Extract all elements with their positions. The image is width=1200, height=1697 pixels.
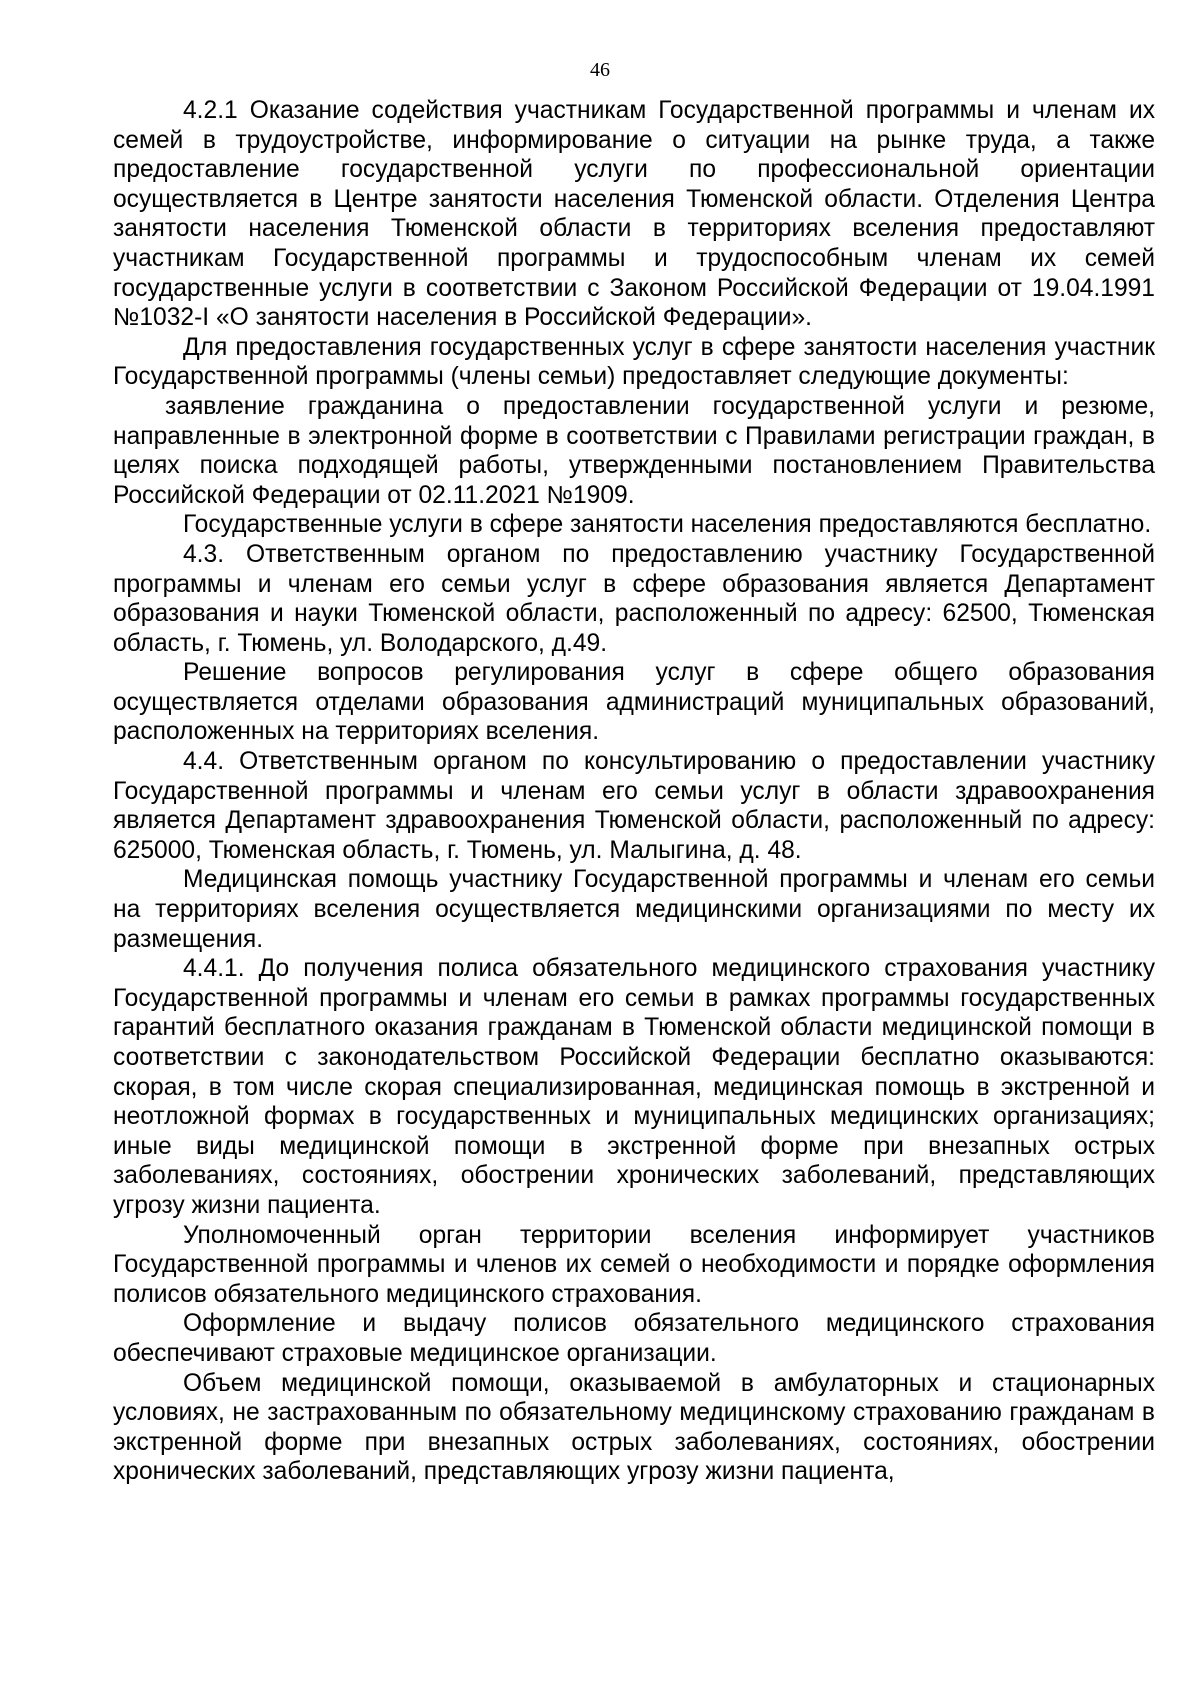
paragraph-application: заявление гражданина о предоставлении государственной услуги и резюме, направленные в электронной форме в соответствии с Правилами регистрации граждан, в целях поиска подходящей работы, утвержденными постановлением Правительства Российской Федерации от 02.11.2021 №1909. [113,392,1155,509]
paragraph-authorized-body: Уполномоченный орган территории вселения информирует участников Государственной программы и членов их семей о необходимости и порядке оформления полисов обязательного медицинского страхования. [113,1221,1155,1308]
page-number: 46 [590,59,610,81]
paragraph-4-2-1: 4.2.1 Оказание содействия участникам Государственной программы и членам их семей в трудоустройстве, информирование о ситуации на рынке труда, а также предоставление государственной услуги по профессиональной ориентации осуществляется в Центре занятости населения Тюменской области. Отделения Центра занятости населения Тюменской области в территориях вселения предоставляют участникам Государственной программы и трудоспособным членам их семей государственные услуги в соответствии с Законом Российской Федерации от 19.04.1991 №1032-I «О занятости населения в Российской Федерации». [113,97,1155,332]
document-body [113,96,1155,1487]
paragraph-medical-volume: Объем медицинской помощи, оказываемой в амбулаторных и стационарных условиях, не застрахованным по обязательному медицинскому страхованию гражданам в экстренной форме при внезапных острых заболеваниях, состояниях, обострении хронических заболеваний, представляющих угрозу жизни пациента, [113,1369,1155,1486]
paragraph-documents-intro: Для предоставления государственных услуг в сфере занятости населения участник Государственной программы (члены семьи) предоставляет следующие документы: [113,333,1155,391]
paragraph-free-services: Государственные услуги в сфере занятости населения предоставляются бесплатно. [183,511,1152,539]
paragraph-insurance-policies: Оформление и выдачу полисов обязательного медицинского страхования обеспечивают страховые медицинское организации. [113,1310,1155,1367]
paragraph-education-regulation: Решение вопросов регулирования услуг в сфере общего образования осуществляется отделами образования администраций муниципальных образований, расположенных на территориях вселения. [113,659,1155,746]
paragraph-4-4-1: 4.4.1. До получения полиса обязательного медицинского страхования участнику Государственной программы и членам его семьи в рамках программы государственных гарантий бесплатного оказания гражданам в Тюменской области медицинской помощи в соответствии с законодательством Российской Федерации бесплатно оказываются: скорая, в том числе скорая специализированная, медицинская помощь в экстренной и неотложной формах в государственных и муниципальных медицинских организациях; иные виды медицинской помощи в экстренной форме при внезапных острых заболеваниях, состояниях, обострении хронических заболеваний, представляющих угрозу жизни пациента. [113,955,1155,1219]
paragraph-4-3: 4.3. Ответственным органом по предоставлению участнику Государственной программы и членам его семьи услуг в сфере образования является Департамент образования и науки Тюменской области, расположенный по адресу: 62500, Тюменская область, г. Тюмень, ул. Володарского, д.49. [113,540,1155,657]
paragraph-medical-help: Медицинская помощь участнику Государственной программы и членам его семьи на территориях вселения осуществляется медицинскими организациями по месту их размещения. [113,866,1155,953]
paragraph-4-4: 4.4. Ответственным органом по консультированию о предоставлении участнику Государственной программы и членам его семьи услуг в области здравоохранения является Департамент здравоохранения Тюменской области, расположенный по адресу: 625000, Тюменская область, г. Тюмень, ул. Малыгина, д. 48. [113,748,1155,864]
